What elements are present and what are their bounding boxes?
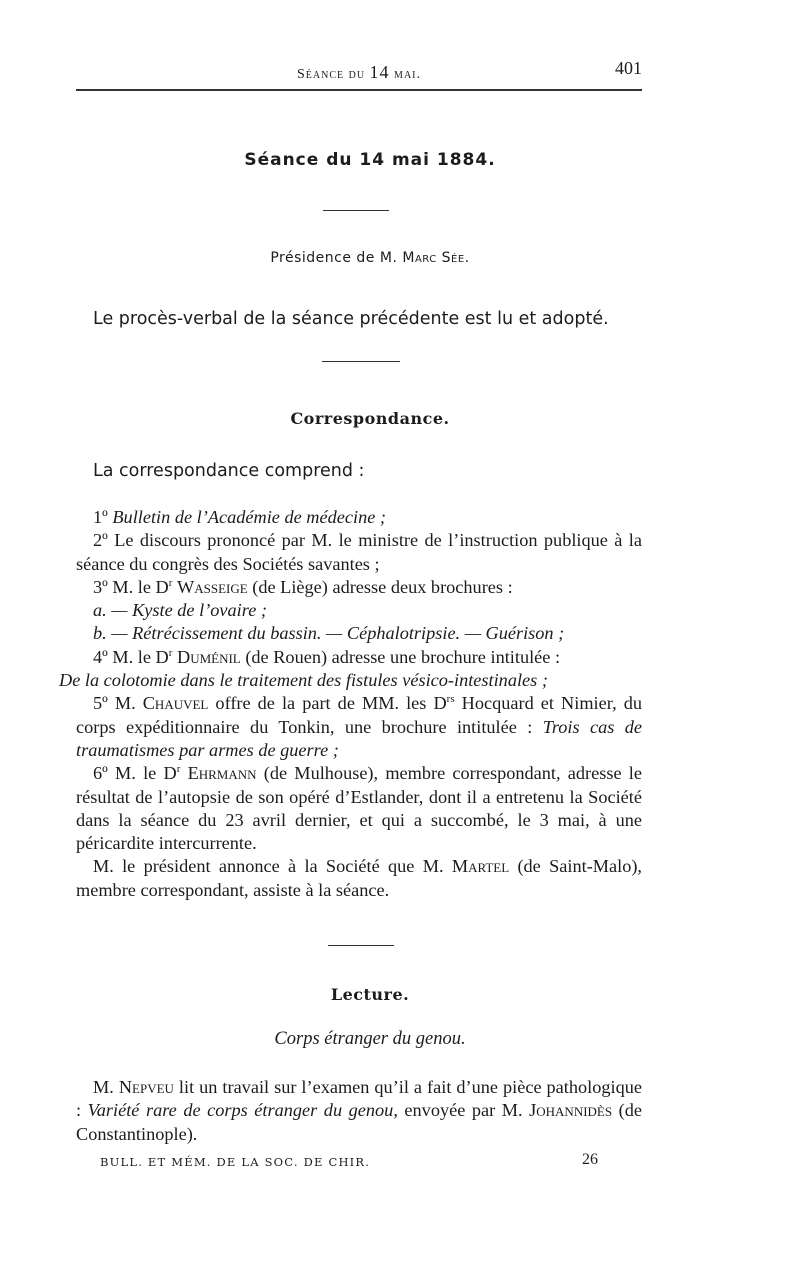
item-text: 4º M. le D — [93, 646, 169, 667]
item-text: 3º M. le D — [93, 576, 169, 597]
item-text: (de Liège) adresse deux brochures : — [247, 576, 513, 597]
superscript: r — [168, 576, 173, 589]
item-text: offre de la part de MM. les D — [208, 693, 447, 714]
footer-signature: BULL. ET MÉM. DE LA SOC. DE CHIR. — [100, 1155, 371, 1169]
person-name: Ehrmann — [187, 763, 257, 784]
lecture-heading: Lecture. — [330, 985, 410, 1004]
list-item — [76, 692, 642, 762]
item-text: Hocquard et Nimier, du corps expéditionnaire du Tonkin, une brochure intitulée : — [76, 693, 642, 737]
correspondance-list — [59, 506, 643, 902]
list-item — [59, 646, 642, 693]
sub-label: a. — — [93, 600, 133, 621]
item-text: 6º M. le D — [93, 763, 177, 784]
text: , envoyée par M. — [393, 1100, 530, 1121]
superscript: r — [176, 763, 181, 776]
person-name: Johannidès — [529, 1100, 613, 1121]
correspondance-intro: La correspondance comprend : — [93, 461, 365, 481]
sheet-number: 26 — [582, 1151, 598, 1168]
superscript: rs — [446, 693, 455, 706]
item-text: (de Rouen) adresse une brochure intitulée : — [240, 646, 561, 667]
divider-rule — [322, 361, 400, 362]
list-item — [76, 855, 642, 902]
item-text: 5º M. — [93, 693, 143, 714]
president-name: Marc Sée. — [402, 250, 470, 266]
list-item: 2º Le discours prononcé par M. le ministre de l’instruction publique à la séance du congrès des Sociétés savantes ; — [76, 530, 642, 574]
running-head — [76, 58, 642, 82]
item-title: Trois cas de traumatismes par armes de guerre ; — [76, 716, 643, 760]
running-title-part1: Séance du — [296, 67, 370, 82]
list-item — [76, 599, 642, 622]
item-title: De la colotomie dans le traitement des fistules vésico-intestinales ; — [59, 670, 548, 691]
text: M. — [93, 1077, 119, 1097]
person-name: Martel — [451, 856, 510, 877]
item-title: Kyste de l’ovaire ; — [132, 600, 267, 621]
proces-verbal: Le procès-verbal de la séance précédente est lu et adopté. — [93, 309, 609, 329]
running-title — [76, 62, 642, 83]
lecture-text — [76, 1076, 642, 1146]
list-item — [76, 762, 642, 855]
person-name: Chauvel — [142, 693, 209, 714]
item-number: 1º — [93, 507, 113, 527]
person-name: Wasseige — [177, 576, 248, 597]
list-item — [76, 576, 642, 599]
item-text: (de Mulhouse), membre correspondant, adresse le résultat de l’autopsie de son opéré d’Estlander, dont il a entretenu la Société dans la séance du 23 avril dernier, et qui a succombé, le 3 mai, à une péricardite intercurrente. — [76, 763, 642, 854]
item-title: Bulletin de l’Académie de médecine ; — [112, 507, 386, 527]
divider-rule — [328, 945, 394, 946]
lecture-subtitle: Corps étranger du genou. — [274, 1029, 466, 1049]
text: (de Constantinople). — [76, 1100, 642, 1144]
header-rule — [76, 89, 642, 91]
item-text: M. le président annonce à la Société que M. — [93, 856, 452, 877]
correspondance-heading: Correspondance. — [290, 409, 450, 428]
running-title-num: 14 — [369, 62, 390, 82]
running-title-part2: mai. — [389, 67, 421, 82]
sub-label: b. — — [93, 623, 133, 644]
page-number: 401 — [615, 58, 642, 78]
list-item — [76, 506, 642, 529]
seance-title: Séance du 14 mai 1884. — [244, 150, 496, 170]
item-text: (de Saint-Malo), membre correspondant, assiste à la séance. — [76, 856, 642, 900]
list-item — [76, 622, 642, 645]
item-title: Rétrécissement du bassin. — Céphalotripsie. — Guérison ; — [132, 623, 565, 644]
work-title: Variété rare de corps étranger du genou — [87, 1100, 394, 1121]
paragraph — [76, 1076, 642, 1146]
person-name: Nepveu — [118, 1077, 174, 1097]
person-name: Duménil — [177, 646, 241, 667]
presidence-prefix: Présidence de M. — [270, 250, 403, 266]
text: lit un travail sur l’examen qu’il a fait d’une pièce pathologique : — [76, 1077, 642, 1121]
divider-rule — [323, 210, 389, 211]
presidence-line — [0, 250, 740, 266]
superscript: r — [168, 646, 173, 659]
